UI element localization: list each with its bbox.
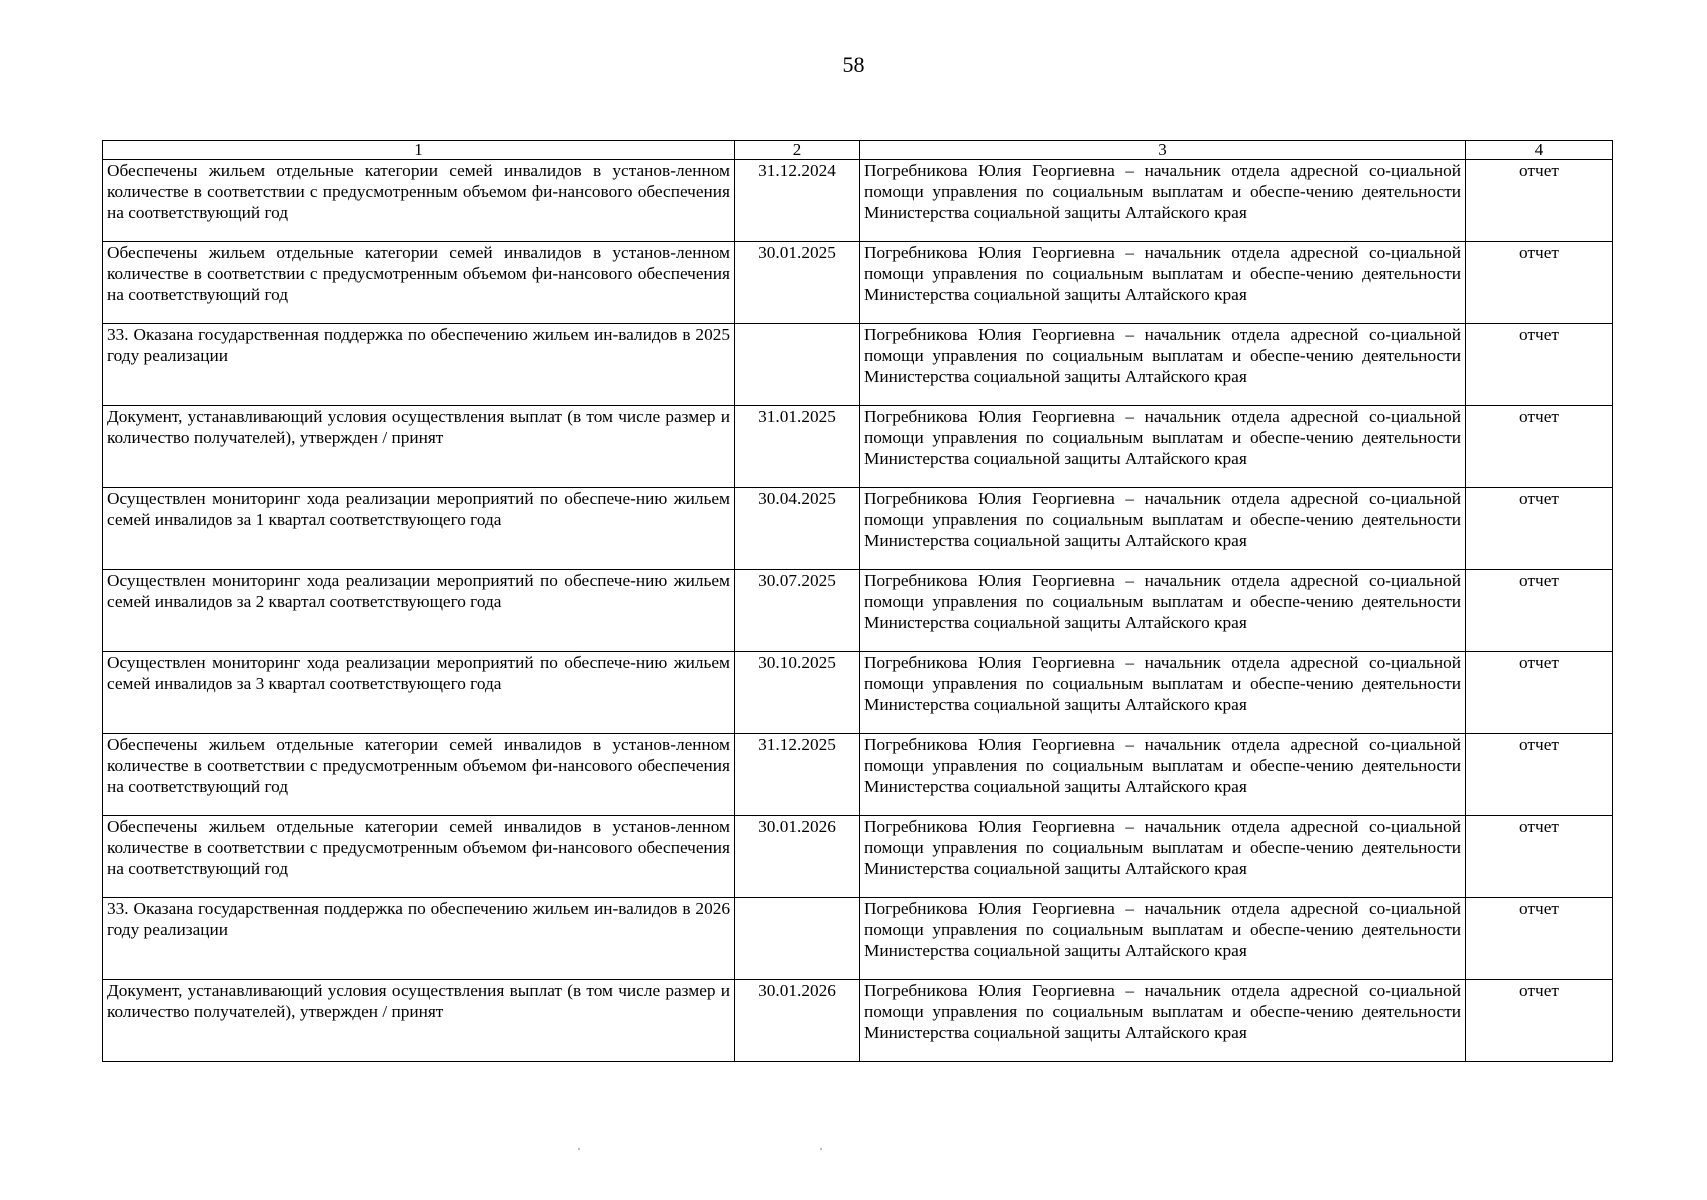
cell-document: отчет bbox=[1466, 406, 1613, 488]
cell-event: Документ, устанавливающий условия осуществления выплат (в том числе размер и количество получателей), утвержден / принят bbox=[103, 980, 735, 1062]
cell-document: отчет bbox=[1466, 816, 1613, 898]
plan-table bbox=[102, 140, 1613, 1062]
cell-document: отчет bbox=[1466, 570, 1613, 652]
cell-document: отчет bbox=[1466, 160, 1613, 242]
cell-event: Обеспечены жильем отдельные категории семей инвалидов в установ-ленном количестве в соответствии с предусмотренным объемом фи-нансового обеспечения на соответствующий год bbox=[103, 160, 735, 242]
cell-responsible: Погребникова Юлия Георгиевна – начальник отдела адресной со-циальной помощи управления по социальным выплатам и обеспе-чению деятельности Министерства социальной защиты Алтайского края bbox=[860, 652, 1466, 734]
cell-document: отчет bbox=[1466, 242, 1613, 324]
cell-document: отчет bbox=[1466, 980, 1613, 1062]
cell-event: Осуществлен мониторинг хода реализации мероприятий по обеспече-нию жильем семей инвалидов за 1 квартал соответствующего года bbox=[103, 488, 735, 570]
cell-document: отчет bbox=[1466, 734, 1613, 816]
cell-event: Обеспечены жильем отдельные категории семей инвалидов в установ-ленном количестве в соответствии с предусмотренным объемом фи-нансового обеспечения на соответствующий год bbox=[103, 816, 735, 898]
cell-date: 30.01.2025 bbox=[735, 242, 860, 324]
cell-responsible: Погребникова Юлия Георгиевна – начальник отдела адресной со-циальной помощи управления по социальным выплатам и обеспе-чению деятельности Министерства социальной защиты Алтайского края bbox=[860, 816, 1466, 898]
cell-responsible: Погребникова Юлия Георгиевна – начальник отдела адресной со-циальной помощи управления по социальным выплатам и обеспе-чению деятельности Министерства социальной защиты Алтайского края bbox=[860, 980, 1466, 1062]
cell-responsible: Погребникова Юлия Георгиевна – начальник отдела адресной со-циальной помощи управления по социальным выплатам и обеспе-чению деятельности Министерства социальной защиты Алтайского края bbox=[860, 734, 1466, 816]
table-row bbox=[103, 734, 1613, 816]
cell-responsible: Погребникова Юлия Георгиевна – начальник отдела адресной со-циальной помощи управления по социальным выплатам и обеспе-чению деятельности Министерства социальной защиты Алтайского края bbox=[860, 242, 1466, 324]
cell-event: Обеспечены жильем отдельные категории семей инвалидов в установ-ленном количестве в соответствии с предусмотренным объемом фи-нансового обеспечения на соответствующий год bbox=[103, 734, 735, 816]
table-row bbox=[103, 406, 1613, 488]
table-row bbox=[103, 488, 1613, 570]
cell-document: отчет bbox=[1466, 898, 1613, 980]
cell-date: 30.07.2025 bbox=[735, 570, 860, 652]
header-col-2: 2 bbox=[735, 141, 860, 160]
cell-date: 31.01.2025 bbox=[735, 406, 860, 488]
cell-event: Обеспечены жильем отдельные категории семей инвалидов в установ-ленном количестве в соответствии с предусмотренным объемом фи-нансового обеспечения на соответствующий год bbox=[103, 242, 735, 324]
cell-responsible: Погребникова Юлия Георгиевна – начальник отдела адресной со-циальной помощи управления по социальным выплатам и обеспе-чению деятельности Министерства социальной защиты Алтайского края bbox=[860, 898, 1466, 980]
table-row bbox=[103, 242, 1613, 324]
cell-event: Осуществлен мониторинг хода реализации мероприятий по обеспече-нию жильем семей инвалидов за 3 квартал соответствующего года bbox=[103, 652, 735, 734]
cell-date: 30.01.2026 bbox=[735, 980, 860, 1062]
cell-date bbox=[735, 898, 860, 980]
cell-responsible: Погребникова Юлия Георгиевна – начальник отдела адресной со-циальной помощи управления по социальным выплатам и обеспе-чению деятельности Министерства социальной защиты Алтайского края bbox=[860, 160, 1466, 242]
table-row bbox=[103, 816, 1613, 898]
header-col-3: 3 bbox=[860, 141, 1466, 160]
table-row bbox=[103, 898, 1613, 980]
table-row bbox=[103, 324, 1613, 406]
header-col-4: 4 bbox=[1466, 141, 1613, 160]
scan-speck bbox=[820, 1148, 822, 1150]
cell-date: 30.04.2025 bbox=[735, 488, 860, 570]
scan-speck bbox=[578, 1148, 580, 1150]
cell-responsible: Погребникова Юлия Георгиевна – начальник отдела адресной со-циальной помощи управления по социальным выплатам и обеспе-чению деятельности Министерства социальной защиты Алтайского края bbox=[860, 324, 1466, 406]
table-row bbox=[103, 570, 1613, 652]
header-row bbox=[103, 141, 1613, 160]
cell-date: 31.12.2025 bbox=[735, 734, 860, 816]
table-row bbox=[103, 652, 1613, 734]
cell-date bbox=[735, 324, 860, 406]
cell-event: Осуществлен мониторинг хода реализации мероприятий по обеспече-нию жильем семей инвалидов за 2 квартал соответствующего года bbox=[103, 570, 735, 652]
cell-document: отчет bbox=[1466, 488, 1613, 570]
cell-responsible: Погребникова Юлия Георгиевна – начальник отдела адресной со-циальной помощи управления по социальным выплатам и обеспе-чению деятельности Министерства социальной защиты Алтайского края bbox=[860, 406, 1466, 488]
cell-document: отчет bbox=[1466, 324, 1613, 406]
page-number: 58 bbox=[842, 52, 865, 77]
cell-document: отчет bbox=[1466, 652, 1613, 734]
cell-responsible: Погребникова Юлия Георгиевна – начальник отдела адресной со-циальной помощи управления по социальным выплатам и обеспе-чению деятельности Министерства социальной защиты Алтайского края bbox=[860, 570, 1466, 652]
cell-date: 30.01.2026 bbox=[735, 816, 860, 898]
cell-event: Документ, устанавливающий условия осуществления выплат (в том числе размер и количество получателей), утвержден / принят bbox=[103, 406, 735, 488]
cell-event: 33. Оказана государственная поддержка по обеспечению жильем ин-валидов в 2025 году реализации bbox=[103, 324, 735, 406]
header-col-1: 1 bbox=[103, 141, 735, 160]
cell-responsible: Погребникова Юлия Георгиевна – начальник отдела адресной со-циальной помощи управления по социальным выплатам и обеспе-чению деятельности Министерства социальной защиты Алтайского края bbox=[860, 488, 1466, 570]
cell-date: 30.10.2025 bbox=[735, 652, 860, 734]
cell-event: 33. Оказана государственная поддержка по обеспечению жильем ин-валидов в 2026 году реализации bbox=[103, 898, 735, 980]
cell-date: 31.12.2024 bbox=[735, 160, 860, 242]
table-row bbox=[103, 980, 1613, 1062]
table-row bbox=[103, 160, 1613, 242]
